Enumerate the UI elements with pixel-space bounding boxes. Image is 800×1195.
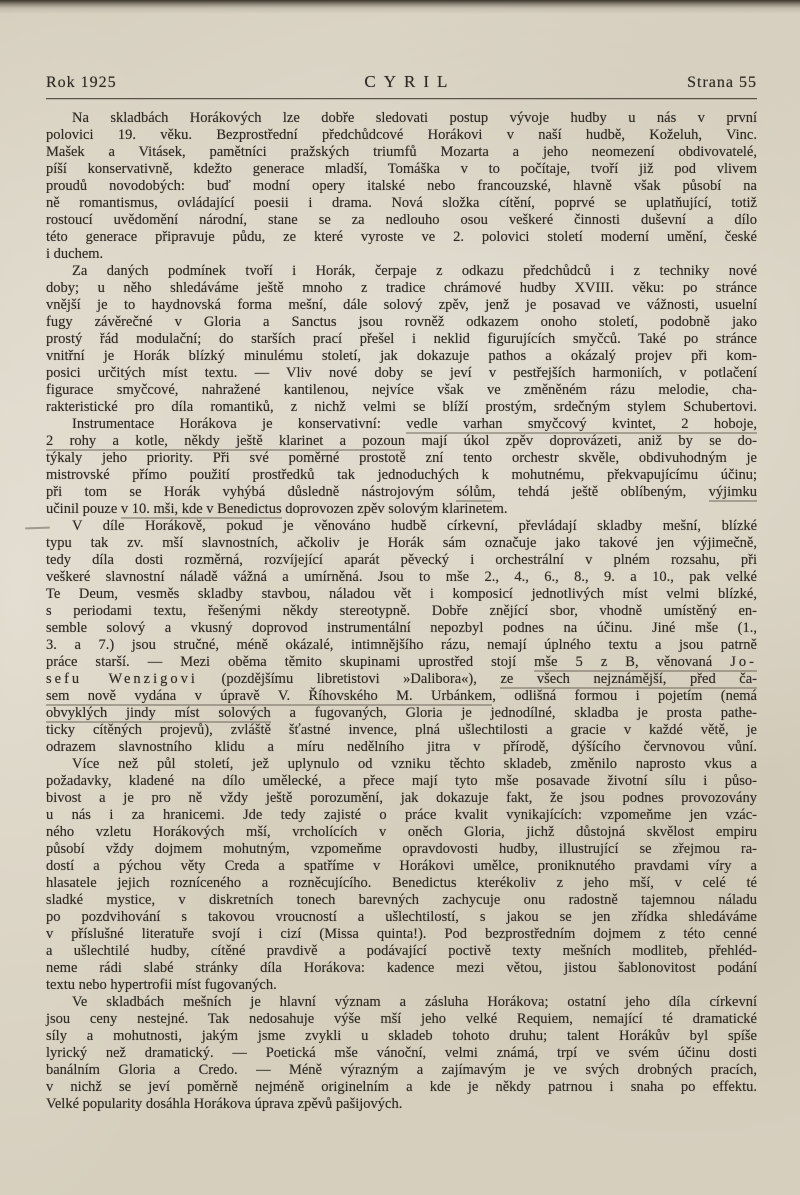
pencil-underlined-text: sólům [456, 484, 492, 500]
paragraph [46, 756, 757, 994]
text-line: učinil pouze v 10. mši, kde v Benedictus doprovozen zpěv solovým klarinetem. [46, 501, 508, 517]
text-line: rostoucí uvědomění národní, stane se za nedlouho osou veškeré činnosti duševní a dílo [46, 212, 757, 228]
text-line: figurace smyčcové, nahražené kantilenou, nejvíce však ve změněném rázu melodie, cha- [46, 382, 757, 398]
text-line: s periodami textu, řešenými někdy stereotypně. Dobře znějící sbor, vhodně umístěný en- [46, 603, 757, 619]
text-line: typu tak zv. mší slavnostních, ačkoliv je Horák sám označuje jako takové jen výjimečně, [46, 535, 757, 551]
text-line: ticky cítěných projevů), zvláště šťastné invence, plná ušlechtilosti a gracie v každé větě, je [46, 722, 757, 738]
text-line: Velké popularity dosáhla Horákova úprava zpěvů pašijových. [46, 1096, 403, 1112]
text-line: sefu Wenzigovi (pozdějšímu libretistovi »Dalibora«), ze všech nejznámější, před ča- [46, 671, 757, 687]
text-line: polovici 19. věku. Bezprostřední předchůdcové Horákovi v naší hudbě, Koželuh, Vinc. [46, 127, 757, 143]
pencil-underlined-text: 2 rohy a kotle, někdy ještě klarinet a pozoun [46, 433, 406, 449]
text-line: a ušlechtilé hudby, cítěné pravdivě a podávající poctivě texty mešních modliteb, přehléd- [46, 943, 757, 959]
journal-title: CYRIL [364, 72, 456, 91]
pencil-underlined-text: výjimku [708, 484, 757, 500]
text-line: této generace připravuje půdu, ze které vyroste ve 2. polovici století moderní umění, české [46, 229, 757, 245]
text-line: sladké mystice, v diskretních tonech barevných zachycuje onu radostně tajemnou náladu [46, 892, 757, 908]
text-line: jsou ceny nestejné. Tak nedosahuje výše mší jeho velké Requiem, nemající té dramatické [46, 1011, 757, 1027]
text-line: u nás i za hranicemi. Jde tedy zajisté o práce kvalit vynikajících: vzpomeňme jen vzác- [46, 807, 757, 823]
text-line: Mašek a Vitásek, pamětníci pražských triumfů Mozarta a jeho neomezení obdivovatelé, [46, 144, 757, 160]
text-line: doby; u něho shledáváme ještě mnoho z tradice chrámové hudby XVIII. věku: po stránce [46, 280, 757, 296]
text-line: banálním Gloria a Credo. — Méně výrazným a zajímavým je ve svých drobných pracích, [46, 1062, 757, 1078]
header-rule [46, 98, 757, 99]
text-line: veškeré slavnostní náladě vážná a umírněná. Jsou to mše 2., 4., 6., 8., 9. a 10., pak velké [46, 569, 757, 585]
text-line: Za daných podmínek tvoří i Horák, čerpaje z odkazu předchůdců i z techniky nové [72, 263, 757, 279]
text-line: prostý řád modulační; do starších prací přešel i neklid figurujících smyčců. Také po stránce [46, 331, 757, 347]
text-line: při tom se Horák vyhýbá důsledně nástrojovým sólům, tehdá ještě oblíbeným, výjimku [46, 484, 757, 500]
text-line: po pozdvihování s takovou vroucností a ušlechtilostí, s jakou se jen zřídka shledáváme [46, 909, 757, 925]
pencil-underlined-text: sem nově vydána v úpravě V. Říhovského M. Urbánkem [46, 688, 493, 704]
text-line: textu nebo hypertrofii míst fugovaných. [46, 977, 277, 993]
page-number: Strana 55 [687, 74, 757, 91]
text-line: vnitřní je Horák blízký minulému století, jak dokazuje pathos a okázalý projev při kom- [46, 348, 757, 364]
text-line: práce starší. — Mezi oběma těmito skupinami uprostřed stojí mše 5 z B, věnovaná Jo- [46, 654, 757, 670]
text-line: sem nově vydána v úpravě V. Říhovského M. Urbánkem, odlišná formou i pojetím (nemá [46, 688, 757, 704]
text-line: vnější je to haydnovská forma mešní, dále solový zpěv, jenž je posavad ve vážnosti, usuelní [46, 297, 757, 313]
journal-year: Rok 1925 [46, 74, 117, 91]
text-line: fugy závěrečné v Gloria a Sanctus jsou rovněž odkazem onoho století, podobně jako [46, 314, 757, 330]
text-line: Ve skladbách mešních je hlavní význam a zásluha Horákova; ostatní jeho díla církevní [72, 994, 757, 1010]
text-line: působí vždy dojmem mohutným, vzpomeňme opravdovosti hudby, illustrující se zřejmou ra- [46, 841, 757, 857]
pencil-underlined-text: v 10. mši, kde v Benedictus [120, 501, 282, 517]
text-line: v příslušné literatuře svojí i cizí (Missa quinta!). Pod bezprostředním dojmem z této cenné [46, 926, 757, 942]
text-line: Instrumentace Horákova je konservativní: vedle varhan smyčcový kvintet, 2 hoboje, [72, 416, 757, 432]
text-line: požadavky, kladené na dílo umělecké, a přece mají tyto mše posavade životní sílu i půso- [46, 773, 757, 789]
text-line: neme rádi slabé stránky díla Horákova: kadence mezi větou, jistou šablonovitost podání [46, 960, 757, 976]
pencil-underlined-text: vedle varhan smyčcový kvintet, 2 hoboje, [406, 416, 757, 432]
paragraph [46, 263, 757, 416]
pencil-underlined-text: mše 5 z B, věnovaná [534, 654, 731, 670]
text-line: rakteristické pro díla romantiků, z nichž velmi se blíží prostým, srdečným stylem Schubertovi. [46, 399, 757, 415]
body-text [46, 110, 757, 1113]
page-header [46, 72, 757, 92]
text-line: tedy díla dosti rozměrná, rozvíjející aparát pěvecký i orchestrální v plném rozsahu, při [46, 552, 757, 568]
pencil-underlined-text: Jo- [730, 654, 757, 670]
text-line: posici určitých míst textu. — Vliv nové doby se jeví v pestřejších harmoniích, v potlačení [46, 365, 757, 381]
text-line: ného vzletu Horákových mší, vrcholících v oněch Gloria, jichž důstojná skvělost empiru [46, 824, 757, 840]
text-line: odrazem slavnostního klidu a míru nedělního jitra v přírodě, dýšícího červnovou vůní. [46, 739, 757, 755]
paragraph [46, 110, 757, 263]
text-line: proudů novodobých: buď modní opery italské nebo francouzské, hlavně však působí na [46, 178, 757, 194]
paragraph [46, 518, 757, 756]
text-line: týkaly jeho priority. Při své poměrné prostotě zní tento orchestr skvěle, obdivuhodným je [46, 450, 757, 466]
text-line: ně romantismus, ovládající poesii i drama. Nová složka cítění, poprvé se uplatňující, totiž [46, 195, 757, 211]
text-line: 2 rohy a kotle, někdy ještě klarinet a pozoun mají úkol zpěv doprovázeti, aniž by se do- [46, 433, 757, 449]
text-line: Te Deum, vesměs skladby stavbou, náladou vět i komposicí jednotlivých míst velmi blízké, [46, 586, 757, 602]
text-line: 3. a 7.) jsou stručné, méně okázalé, intimnějšího rázu, nemají úplného textu a jsou patrně [46, 637, 757, 653]
text-line: Více než půl století, jež uplynulo od vzniku těchto skladeb, změnilo naprosto vkus a [72, 756, 757, 772]
text-line: i duchem. [46, 246, 104, 262]
paragraph [46, 994, 757, 1113]
pencil-underlined-text: ze všech nejznámější, před ča- [500, 671, 757, 687]
text-line: síly a mohutnosti, jakým jsme zvykli u skladeb tohoto druhu; talent Horákův byl spíše [46, 1028, 757, 1044]
text-line: mistrovské přímo použití prostředků tak jednoduchých k mohutnému, překvapujícímu účinu; [46, 467, 757, 483]
text-line: v nichž se jeví poměrně nejméně originelním a kde je někdy patrnou i snaha po effektu. [46, 1079, 757, 1095]
text-line: obvyklých jindy míst solových a fugovaných, Gloria je jednodílné, skladba je prosta pathe- [46, 705, 757, 721]
text-line: Na skladbách Horákových lze dobře sledovati postup vývoje hudby u nás v první [72, 110, 757, 126]
pencil-underlined-text: obvyklých jindy míst solových [46, 705, 271, 721]
text-line: semble solový a vkusný doprovod instrumentální nepozbyl podnes na účinu. Jiné mše (1., [46, 620, 757, 636]
text-line: hlasatele jejich rozníceného a rozněcujícího. Benedictus kterékoliv z jeho mší, v celé té [46, 875, 757, 891]
text-line: bivost a je pro ně vždy ještě porozumění, jak dokazuje fakt, že jsou podnes provozovány [46, 790, 757, 806]
text-line: lyrický než dramatický. — Poetická mše vánoční, velmi známá, trpí ve svém účinu dosti [46, 1045, 757, 1061]
text-line: V díle Horákově, pokud je věnováno hudbě církevní, převládají skladby mešní, blízké [72, 518, 757, 534]
paragraph [46, 416, 757, 518]
text-line: dostí a pýchou věty Creda a spatříme v Horákovi umělce, proniknutého pravdami víry a [46, 858, 757, 874]
text-line: píší konservativně, kdežto generace mladší, Tomáška v to počítaje, tvoří již pod vlivem [46, 161, 757, 177]
